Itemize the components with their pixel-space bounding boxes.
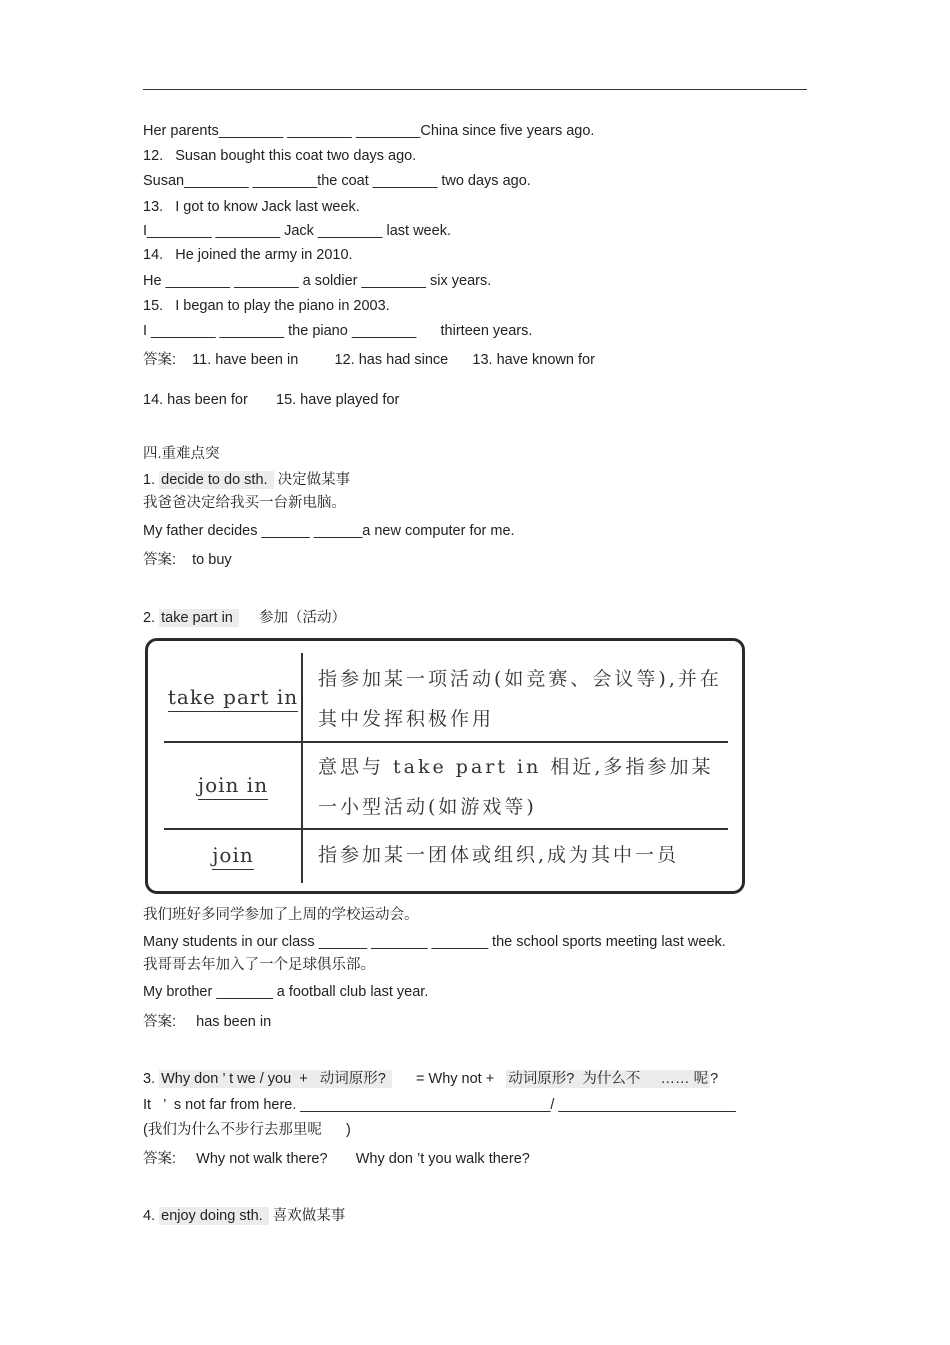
table-definition: 指参加某一项活动(如竞赛、会议等),并在其中发挥积极作用: [318, 668, 722, 730]
answer-line: 14. has been for 15. have played for: [143, 392, 400, 408]
header-rule: [143, 89, 807, 90]
answer-line: 答案: to buy: [143, 552, 232, 568]
point-number: 3.: [143, 1071, 160, 1087]
phrase-meaning: 喜欢做某事: [268, 1208, 346, 1224]
exercise-line: 13. I got to know Jack last week.: [143, 199, 360, 215]
section-heading: 四.重难点突: [143, 446, 220, 462]
example-en: My brother _______ a football club last year.: [143, 984, 429, 1000]
table-term: join: [158, 843, 308, 867]
phrase-highlight: decide to do sth.: [161, 472, 272, 488]
exercise-line: 12. Susan bought this coat two days ago.: [143, 148, 417, 164]
point-number: 1.: [143, 472, 160, 488]
table-divider: [164, 741, 728, 743]
point-4-heading: [143, 1207, 345, 1225]
point-number: 2.: [143, 610, 160, 626]
table-definition: 意思与 take part in 相近,多指参加某一小型活动(如游戏等): [318, 756, 714, 818]
exercise-line: 15. I began to play the piano in 2003.: [143, 298, 390, 314]
point-3-heading: [143, 1070, 718, 1088]
phrase-comparison-table: [145, 638, 745, 894]
answer-line: 答案: Why not walk there? Why don ’t you walk there?: [143, 1151, 530, 1167]
exercise-line: I________ ________ Jack ________ last week.: [143, 223, 451, 239]
phrase-highlight: take part in: [161, 610, 237, 626]
exercise-line: I ________ ________ the piano ________ thirteen years.: [143, 323, 533, 339]
phrase-meaning: 参加（活动）: [238, 610, 347, 626]
phrase-highlight: enjoy doing sth.: [161, 1208, 267, 1224]
exercise-line: Her parents________ ________ ________China since five years ago.: [143, 123, 595, 139]
phrase-meaning: 决定做某事: [273, 472, 351, 488]
example-en: Many students in our class ______ _______ _______ the school sports meeting last week.: [143, 934, 726, 950]
example-en: My father decides ______ ______a new computer for me.: [143, 523, 515, 539]
point-1-heading: [143, 471, 350, 489]
table-divider: [164, 828, 728, 830]
example-cn: 我哥哥去年加入了一个足球俱乐部。: [143, 957, 375, 973]
example-en: It ’ s not far from here. _______________________________/ ______________________: [143, 1097, 736, 1113]
phrase-highlight: Why don ’ t we / you + 动词原形?: [161, 1071, 390, 1087]
answer-line: 答案: 11. have been in 12. has had since 13. have known for: [143, 352, 595, 368]
exercise-line: Susan________ ________the coat ________ two days ago.: [143, 173, 531, 189]
exercise-line: He ________ ________ a soldier ________ six years.: [143, 273, 492, 289]
phrase-end: ?: [710, 1071, 719, 1087]
example-cn: 我们班好多同学参加了上周的学校运动会。: [143, 907, 419, 923]
table-term: join in: [158, 773, 308, 797]
example-cn: 我爸爸决定给我买一台新电脑。: [143, 495, 346, 511]
phrase-equals: = Why not +: [391, 1071, 507, 1087]
table-term: take part in: [158, 685, 308, 709]
table-definition: 指参加某一团体或组织,成为其中一员: [318, 844, 680, 866]
point-2-heading: [143, 609, 346, 627]
point-number: 4.: [143, 1208, 160, 1224]
answer-line: 答案: has been in: [143, 1014, 272, 1030]
example-cn: (我们为什么不步行去那里呢 ): [143, 1122, 351, 1138]
phrase-highlight: 动词原形? 为什么不 …… 呢: [508, 1071, 709, 1087]
exercise-line: 14. He joined the army in 2010.: [143, 247, 353, 263]
